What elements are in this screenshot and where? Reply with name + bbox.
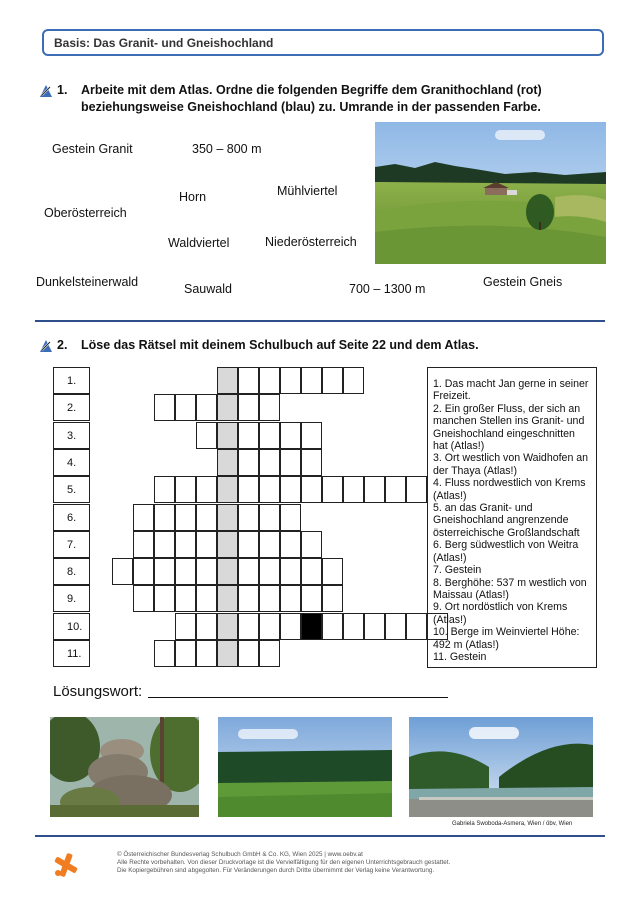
crossword-row-number: 7. [53, 531, 90, 558]
crossword-cell[interactable] [322, 585, 343, 612]
crossword-cell[interactable] [175, 585, 196, 612]
crossword-solution-cell[interactable] [217, 476, 238, 503]
crossword-cell[interactable] [238, 640, 259, 667]
term-350-800m: 350 – 800 m [192, 142, 262, 156]
crossword-cell[interactable] [259, 504, 280, 531]
crossword-cell[interactable] [259, 476, 280, 503]
crossword-row-number: 6. [53, 504, 90, 531]
clue-item: 7. Gestein [433, 564, 482, 577]
crossword-cell[interactable] [259, 531, 280, 558]
crossword-solution-cell[interactable] [217, 449, 238, 476]
footer-line: Alle Rechte vorbehalten. Von dieser Druckvorlage ist die Vervielfältigung für den eigenen Unterrichtsgebrauch gestattet. [117, 859, 451, 866]
crossword-cell[interactable] [238, 531, 259, 558]
term-gestein-granit: Gestein Granit [52, 142, 133, 156]
crossword-cell[interactable] [259, 613, 280, 640]
crossword-cell[interactable] [154, 531, 175, 558]
rock-formation-photo [50, 717, 199, 817]
page-title: Basis: Das Granit- und Gneishochland [54, 36, 274, 50]
term-waldviertel: Waldviertel [168, 236, 230, 250]
crossword-cell[interactable] [364, 613, 385, 640]
crossword-cell[interactable] [238, 367, 259, 394]
term-niederoesterreich: Niederösterreich [265, 235, 357, 249]
crossword-cell[interactable] [280, 422, 301, 449]
crossword-cell[interactable] [259, 640, 280, 667]
crossword-row-number: 10. [53, 613, 90, 640]
crossword-solution-cell[interactable] [217, 558, 238, 585]
photo-credit: Gabriela Swoboda-Asmera, Wien / öbv, Wien [452, 821, 573, 827]
clue-list [427, 367, 597, 668]
solution-label: Lösungswort: [53, 683, 143, 700]
task1-text-line1: Arbeite mit dem Atlas. Ordne die folgenden Begriffe dem Granithochland (rot) [81, 83, 542, 97]
crossword-row-number: 2. [53, 394, 90, 421]
crossword-cell[interactable] [322, 367, 343, 394]
crossword-cell[interactable] [154, 585, 175, 612]
crossword-cell[interactable] [301, 367, 322, 394]
crossword-solution-cell[interactable] [217, 585, 238, 612]
footer-line: Die Kopiergebühren sind abgegolten. Für Veränderungen durch Dritte übernimmt der Verlag keine Verantwortung. [117, 867, 435, 874]
crossword-cell[interactable] [154, 558, 175, 585]
crossword-cell[interactable] [175, 640, 196, 667]
clue-item: 9. Ort nordöstlich von Krems (Atlas!) [433, 601, 568, 626]
crossword-cell[interactable] [238, 476, 259, 503]
crossword-row-number: 9. [53, 585, 90, 612]
crossword-cell[interactable] [175, 531, 196, 558]
crossword-cell[interactable] [259, 449, 280, 476]
crossword-cell[interactable] [364, 476, 385, 503]
crossword-cell[interactable] [301, 449, 322, 476]
crossword-cell[interactable] [280, 476, 301, 503]
crossword-cell[interactable] [343, 367, 364, 394]
crossword-cell[interactable] [238, 449, 259, 476]
footer-line: © Österreichischer Bundesverlag Schulbuch GmbH & Co. KG, Wien 2025 | www.oebv.at [117, 851, 363, 858]
crossword-cell[interactable] [238, 422, 259, 449]
crossword-cell[interactable] [280, 613, 301, 640]
crossword-solution-cell[interactable] [217, 613, 238, 640]
crossword-cell[interactable] [196, 394, 217, 421]
crossword-cell [301, 613, 322, 640]
landscape-photo [375, 122, 606, 264]
header-box [42, 29, 604, 56]
crossword-cell[interactable] [343, 476, 364, 503]
task1-text-line2: beziehungsweise Gneishochland (blau) zu. Umrande in der passenden Farbe. [81, 100, 541, 114]
crossword-cell[interactable] [196, 422, 217, 449]
clue-item: 3. Ort westlich von Waidhofen an der Thaya (Atlas!) [433, 452, 589, 477]
crossword-solution-cell[interactable] [217, 394, 238, 421]
oebv-logo-icon [53, 852, 79, 878]
clue-item: 8. Berghöhe: 537 m westlich von Maissau (Atlas!) [433, 576, 587, 601]
danube-valley-photo [409, 717, 593, 817]
crossword-cell[interactable] [301, 422, 322, 449]
crossword-cell[interactable] [259, 422, 280, 449]
crossword-cell[interactable] [196, 476, 217, 503]
term-700-1300m: 700 – 1300 m [349, 282, 426, 296]
crossword-cell[interactable] [175, 476, 196, 503]
footer-text [117, 851, 450, 875]
crossword-cell[interactable] [301, 531, 322, 558]
crossword-solution-cell[interactable] [217, 531, 238, 558]
crossword-cell[interactable] [280, 558, 301, 585]
crossword-row-number: 4. [53, 449, 90, 476]
crossword-cell[interactable] [343, 613, 364, 640]
crossword-cell[interactable] [301, 558, 322, 585]
crossword-cell[interactable] [238, 394, 259, 421]
crossword-cell[interactable] [133, 531, 154, 558]
crossword-cell[interactable] [238, 558, 259, 585]
crossword-solution-cell[interactable] [217, 504, 238, 531]
crossword-cell[interactable] [154, 476, 175, 503]
crossword-cell[interactable] [175, 613, 196, 640]
term-dunkelsteinerwald: Dunkelsteinerwald [36, 275, 139, 289]
crossword-cell[interactable] [280, 585, 301, 612]
crossword-cell[interactable] [259, 394, 280, 421]
task-pencil-icon [38, 339, 54, 353]
crossword-cell[interactable] [280, 367, 301, 394]
crossword-cell[interactable] [133, 504, 154, 531]
crossword-cell[interactable] [259, 558, 280, 585]
crossword-cell[interactable] [196, 558, 217, 585]
crossword-cell[interactable] [133, 585, 154, 612]
crossword-solution-cell[interactable] [217, 367, 238, 394]
clue-item: 4. Fluss nordwestlich von Krems (Atlas!) [433, 477, 586, 502]
clue-item: 10. Berge im Weinviertel Höhe: 492 m (Atlas!) [433, 626, 580, 651]
term-oberoesterreich: Oberösterreich [44, 206, 127, 220]
crossword-cell[interactable] [175, 558, 196, 585]
crossword-cell[interactable] [196, 504, 217, 531]
crossword-cell[interactable] [175, 504, 196, 531]
crossword-cell[interactable] [196, 640, 217, 667]
task2-number: 2. [57, 338, 68, 352]
crossword-cell[interactable] [112, 558, 133, 585]
crossword-cell[interactable] [196, 613, 217, 640]
task1-number: 1. [57, 83, 68, 97]
crossword-cell[interactable] [238, 613, 259, 640]
crossword-cell[interactable] [406, 613, 427, 640]
crossword-cell[interactable] [154, 504, 175, 531]
crossword-solution-cell[interactable] [217, 640, 238, 667]
crossword-cell[interactable] [196, 585, 217, 612]
crossword-cell[interactable] [259, 585, 280, 612]
crossword-row-number: 1. [53, 367, 90, 394]
task-pencil-icon [38, 84, 54, 98]
crossword-cell[interactable] [322, 613, 343, 640]
crossword-cell[interactable] [196, 531, 217, 558]
crossword-cell[interactable] [238, 585, 259, 612]
crossword-cell[interactable] [385, 476, 406, 503]
crossword-cell[interactable] [322, 476, 343, 503]
clue-item: 11. Gestein [433, 650, 487, 663]
task2-text: Löse das Rätsel mit deinem Schulbuch auf Seite 22 und dem Atlas. [81, 338, 479, 352]
clue-item: 1. Das macht Jan gerne in seiner Freizeit. [433, 378, 589, 403]
crossword-row-number: 8. [53, 558, 90, 585]
crossword-row-number: 5. [53, 476, 90, 503]
crossword-row-number: 11. [53, 640, 90, 667]
term-muehlviertel: Mühlviertel [277, 184, 338, 198]
crossword-cell[interactable] [280, 531, 301, 558]
crossword-cell[interactable] [280, 449, 301, 476]
crossword-cell[interactable] [280, 504, 301, 531]
term-horn: Horn [179, 190, 207, 204]
clue-item: 5. an das Granit- und Gneishochland angrenzende österreichische Großlandschaft [433, 502, 580, 539]
forest-meadow-photo [218, 717, 392, 817]
clue-item: 2. Ein großer Fluss, der sich an manchen Stellen ins Granit- und Gneishochland eingeschnitten hat (Atlas!) [433, 402, 585, 453]
crossword-cell[interactable] [406, 476, 427, 503]
crossword-cell[interactable] [238, 504, 259, 531]
crossword-cell[interactable] [133, 558, 154, 585]
crossword-row-number: 3. [53, 422, 90, 449]
term-gestein-gneis: Gestein Gneis [483, 275, 563, 289]
crossword-cell[interactable] [301, 476, 322, 503]
term-sauwald: Sauwald [184, 282, 232, 296]
crossword-cell[interactable] [259, 367, 280, 394]
solution-line[interactable] [148, 697, 448, 698]
crossword-cell[interactable] [154, 394, 175, 421]
crossword-cell[interactable] [322, 558, 343, 585]
crossword-solution-cell[interactable] [217, 422, 238, 449]
divider [35, 835, 605, 837]
clue-item: 6. Berg südwestlich von Weitra (Atlas!) [433, 539, 579, 564]
crossword-cell[interactable] [385, 613, 406, 640]
crossword-cell[interactable] [154, 640, 175, 667]
crossword-cell[interactable] [175, 394, 196, 421]
crossword-cell[interactable] [301, 585, 322, 612]
divider [35, 320, 605, 322]
